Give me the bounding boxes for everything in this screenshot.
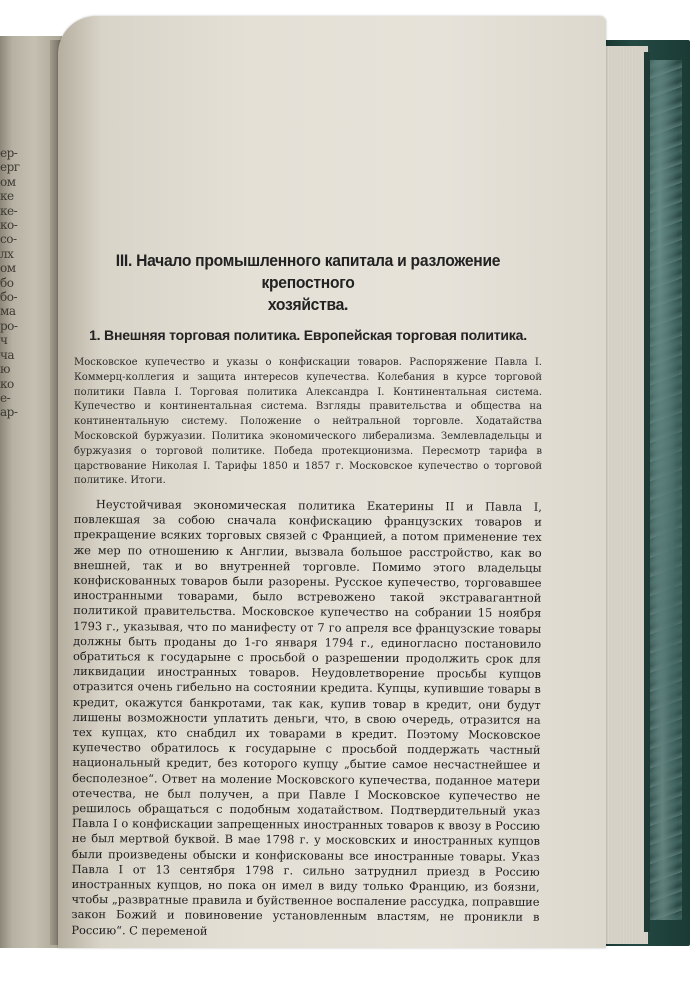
left-page-fragment: ма — [0, 304, 16, 319]
chapter-heading — [93, 250, 524, 316]
left-page-text — [0, 146, 22, 420]
left-page-fragment: ю — [0, 362, 10, 377]
left-page-fragment: ч — [0, 333, 8, 348]
left-page-fragment: ко — [0, 376, 14, 391]
left-page-fragment: ке- — [0, 203, 18, 218]
left-page-fragment: бо — [0, 275, 14, 290]
left-page-fragment: со- — [0, 232, 17, 247]
marbled-board — [650, 60, 682, 920]
left-page-fragment: ерг — [0, 160, 20, 175]
left-page-fragment: е- — [0, 390, 11, 405]
page-edges — [604, 46, 648, 944]
left-page-fragment: ро- — [0, 318, 18, 333]
section-summary: Московское купечество и указы о конфискации товаров. Распоряжение Павла I. Коммерц-коллегия и защита интересов купечества. Колебания в курсе торговой политики Павла I. Торговая политика Александра I. Континентальная система. Купечество и континентальная система. Взгляды правительства и общества на континентальную систему. Положение о нейтральной торговле. Ходатайства Московской буржуазии. Политика экономического либерализма. Землевладельцы и буржуазия о торговой политике. Победа протекционизма. Пересмотр тарифа в царствование Николая I. Тарифы 1850 и 1857 г. Московское купечество о торговой политике. Итоги. — [74, 357, 542, 487]
left-page-fragment: лх — [0, 246, 14, 261]
left-page-fragment: ке — [0, 189, 14, 204]
left-page-fragment: ко- — [0, 218, 18, 233]
left-page-fragment: ар- — [0, 405, 18, 420]
left-page-fragment: ер- — [0, 146, 18, 160]
body-paragraph: Неустойчивая экономическая политика Екатерины II и Павла I, повлекшая за собою сначала конфискацию французских товаров и прекращение всяких торговых связей с Францией, а потом применение тех же мер по отношению к Англии, вызвала большое расстройство, как во внешней, так и во внутренней торговле. Помимо этого владельцы конфискованных товаров были разорены. Русское купечество, торговавшее иностранными товарами, было встревожено такой экстравагантной политикой правительства. Московское купечество на собрании 15 ноября 1793 г., указывая, что по манифесту от 7 го апреля все французские товары должны быть проданы до 1-го января 1794 г., единогласно постановило обратиться к государыне с просьбой о разрешении продолжить срок для ликвидации иностранных товаров. Неудовлетворение просьбы купцов отразится очень гибельно на состоянии кредита. Купцы, купившие товары в кредит, окажутся банкротами, так как, купив товар в кредит, они будут лишены возможности уплатить деньги, что, в свою очередь, отразится на тех купцах, кто снабдил их товарами в кредит. Поэтому Московское купечество обратилось к государыне с просьбой поддержать частный национальный кредит, без которого купцу „бытие самое несчастнейшее и бесполезное“. Ответ на моление Московского купечества, поданное матери отечества, не был получен, а при Павле I Московское купечество не решилось обращаться с подобным ходатайством. Подтвердительный указ Павла I о конфискации запрещенных иностранных товаров к ввозу в Россию не был мертвой буквой. В мае 1798 г. у московских и иностранных купцов были произведены обыски и конфискованы все иностранные товары. Указ Павла I от 13 сентября 1798 г. сильно затруднил приезд в Россию иностранных купцов, но пока он имел в виду только Францию, из боязни, чтобы „развратные правила и буйственное воспаление рассудка, поправшие закон Божий и повиновение установленным властям, не проникли в Россию“. С переменой — [71, 497, 542, 938]
left-page-fragment: ом — [0, 261, 16, 276]
left-page-fragment: ом — [0, 174, 16, 189]
left-page-fragment: ча — [0, 347, 15, 362]
chapter-heading-line1: III. Начало промышленного капитала и разложение крепостного — [115, 251, 501, 292]
section-heading: 1. Внешняя торговая политика. Европейская торговая политика. — [89, 327, 527, 343]
left-page-fragment: бо- — [0, 290, 18, 305]
page-content — [71, 250, 542, 938]
chapter-heading-line2: хозяйства. — [267, 295, 349, 314]
